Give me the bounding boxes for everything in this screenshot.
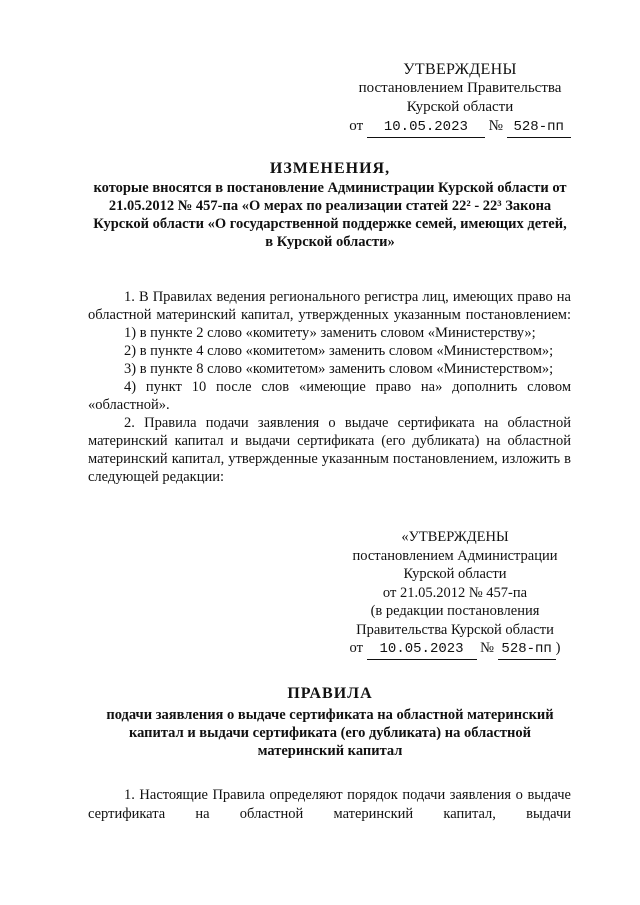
inner-approval-number: 528-пп xyxy=(498,640,556,660)
approval-date: 10.05.2023 xyxy=(367,118,485,138)
rules-body xyxy=(88,786,571,824)
inner-approval-stamp xyxy=(340,528,570,660)
inner-approval-line-3: от 21.05.2012 № 457-па xyxy=(382,584,528,601)
inner-approval-line-1: постановлением Администрации xyxy=(352,547,558,564)
inner-approval-line-2: Курской области xyxy=(403,566,507,582)
approval-number-prefix: № xyxy=(488,118,503,134)
rules-heading: ПРАВИЛА xyxy=(287,685,373,702)
approval-stamp xyxy=(330,60,590,138)
approval-line-2: Курской области xyxy=(406,99,514,115)
changes-heading: ИЗМЕНЕНИЯ, xyxy=(269,160,391,177)
approval-heading: УТВЕРЖДЕНЫ xyxy=(403,61,517,78)
paragraph-6: 2. Правила подачи заявления о выдаче сертификата на областной материнский капитал и выдачи сертификата (его дубликата) на областной материнский капитал, утвержденные указанным постановлением, изложить в следующей редакции: xyxy=(88,415,571,485)
inner-approval-line-5: Правительства Курской области xyxy=(356,621,554,638)
approval-line-1: постановлением Правительства xyxy=(358,80,562,96)
paragraph-5: 4) пункт 10 после слов «имеющие право на» дополнить словом «областной». xyxy=(88,379,571,413)
paragraph-1: 1. В Правилах ведения регионального регистра лиц, имеющих право на областной материнский капитал, утвержденных указанным постановлением: xyxy=(88,289,571,323)
rules-subtitle: подачи заявления о выдаче сертификата на областной материнский капитал и выдачи сертификата (его дубликата) на областной материнский капитал xyxy=(106,707,554,759)
approval-date-line xyxy=(330,117,590,138)
rules-paragraph-1: 1. Настоящие Правила определяют порядок подачи заявления о выдаче сертификата на областной материнский капитал, выдачи xyxy=(88,787,571,822)
changes-title xyxy=(90,160,570,251)
inner-approval-number-prefix: № xyxy=(480,640,495,656)
inner-approval-date-prefix: от xyxy=(349,640,363,656)
changes-subtitle: которые вносятся в постановление Администрации Курской области от 21.05.2012 № 457-па «О мерах по реализации статей 22² - 22³ Закона Курской области «О государственной поддержке семей, имеющих детей, в Курской области» xyxy=(93,180,567,250)
inner-approval-date-line xyxy=(340,639,570,660)
rules-title xyxy=(90,685,570,760)
paragraph-4: 3) в пункте 8 слово «комитетом» заменить словом «Министерством»; xyxy=(124,361,554,377)
inner-approval-closing: ) xyxy=(555,640,561,656)
approval-date-prefix: от xyxy=(349,118,364,134)
changes-body xyxy=(88,288,571,486)
paragraph-3: 2) в пункте 4 слово «комитетом» заменить словом «Министерством»; xyxy=(124,343,554,359)
paragraph-2: 1) в пункте 2 слово «комитету» заменить словом «Министерству»; xyxy=(124,325,536,341)
inner-approval-line-4: (в редакции постановления xyxy=(370,603,540,619)
inner-approval-heading: «УТВЕРЖДЕНЫ xyxy=(401,529,509,545)
approval-number: 528-пп xyxy=(507,118,571,138)
inner-approval-date: 10.05.2023 xyxy=(367,640,477,660)
